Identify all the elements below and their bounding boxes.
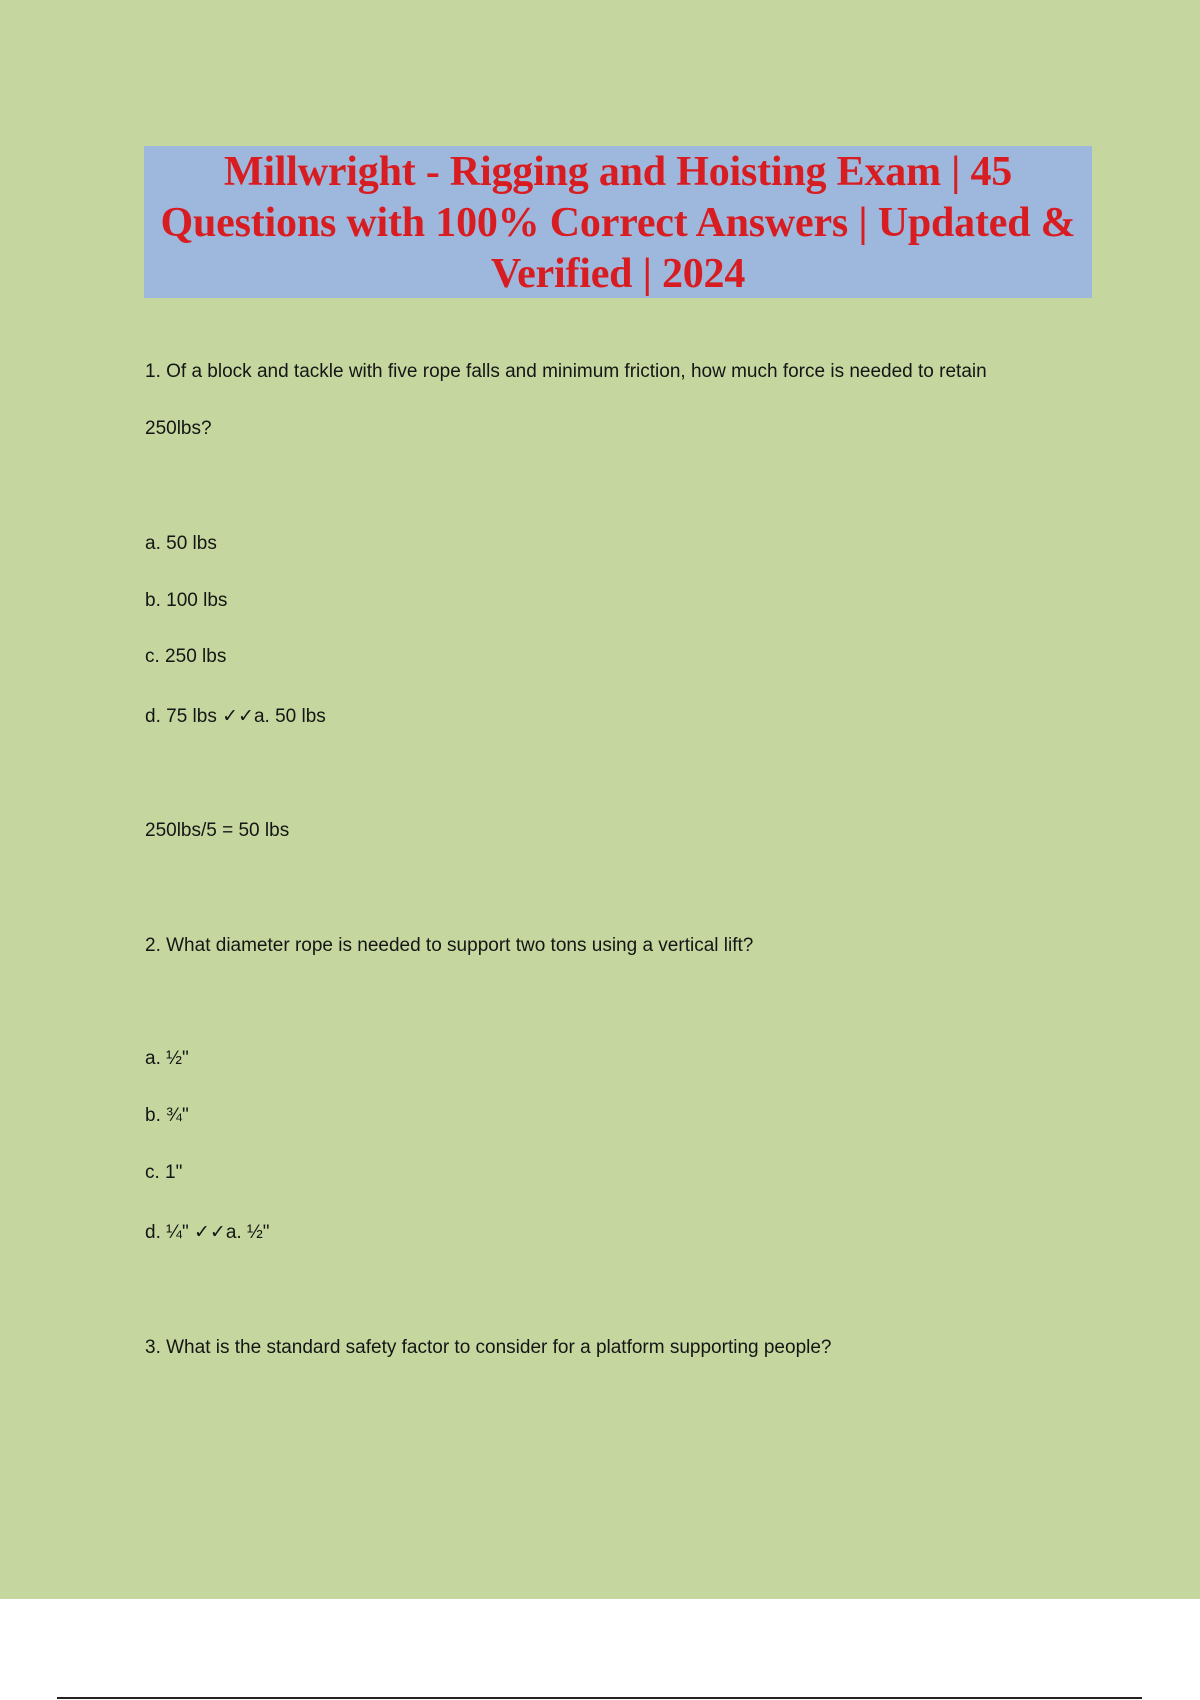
question-2-option-d-with-answer: d. ¼" ✓✓a. ½" <box>145 1222 270 1243</box>
document-title: Millwright - Rigging and Hoisting Exam | 45 Questions with 100% Correct Answers | Updated & Verified | 2024 <box>160 148 1076 297</box>
question-1-text-line-1: 1. Of a block and tackle with five rope falls and minimum friction, how much force is needed to retain <box>145 361 987 382</box>
question-2-option-b: b. ¾" <box>145 1105 189 1126</box>
question-1-option-d-with-answer: d. 75 lbs ✓✓a. 50 lbs <box>145 706 326 727</box>
question-1-explanation: 250lbs/5 = 50 lbs <box>145 820 290 841</box>
question-2-text: 2. What diameter rope is needed to support two tons using a vertical lift? <box>145 935 754 956</box>
title-banner <box>144 146 1092 298</box>
question-1-option-b: b. 100 lbs <box>145 590 228 611</box>
question-1-option-a: a. 50 lbs <box>145 533 217 554</box>
question-2-option-a: a. ½" <box>145 1048 189 1069</box>
question-3-text: 3. What is the standard safety factor to consider for a platform supporting people? <box>145 1337 832 1358</box>
question-1-option-c: c. 250 lbs <box>145 646 227 667</box>
footer-divider <box>57 1697 1142 1699</box>
question-1-text-line-2: 250lbs? <box>145 418 212 439</box>
question-2-option-c: c. 1" <box>145 1162 183 1183</box>
